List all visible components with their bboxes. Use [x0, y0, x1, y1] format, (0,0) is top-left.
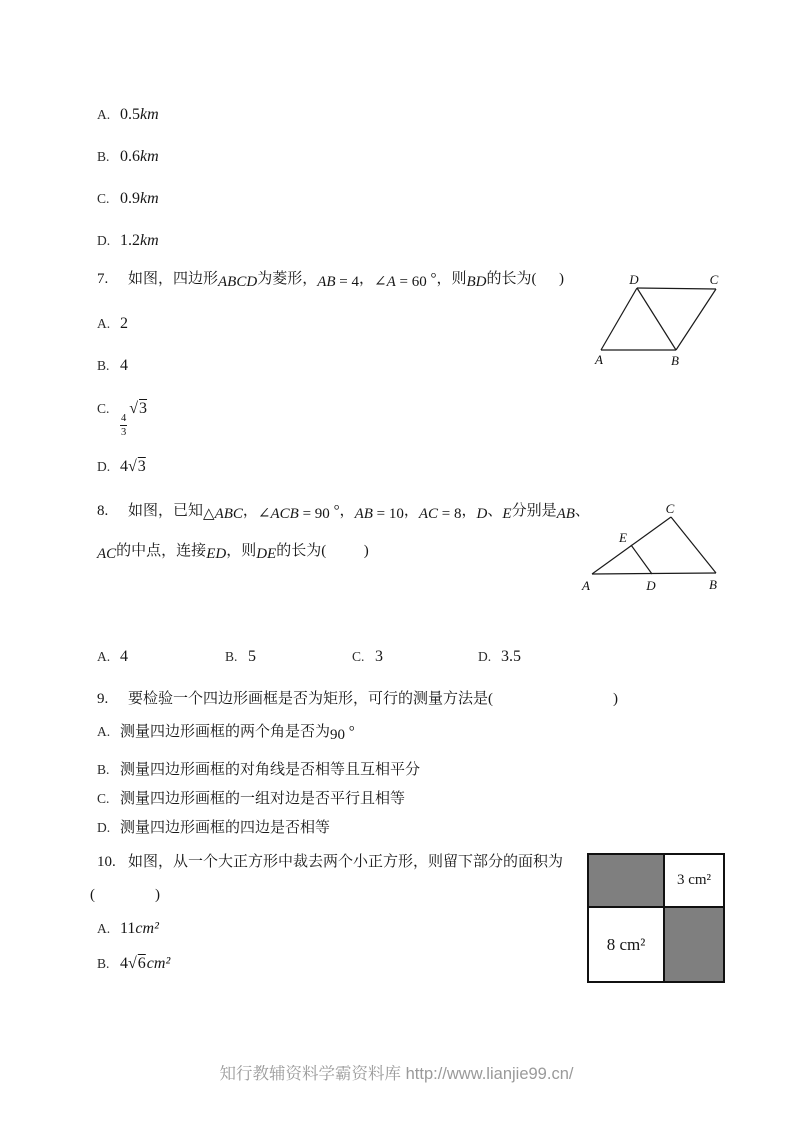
option-letter: D. [97, 459, 111, 474]
q8-stem-line2: AC的中点，连接ED，则DE的长为( ) [97, 543, 369, 562]
q7-option-c-row [97, 398, 148, 439]
q8-option-d-row [478, 646, 521, 668]
vertex-label-a: A [595, 352, 603, 367]
q10-stem-line2: ( ) [90, 887, 160, 903]
option-value: 4 [120, 648, 128, 665]
option-letter: A. [97, 316, 111, 331]
option-letter: D. [97, 820, 111, 835]
q7-stem: 7. 如图，四边形ABCD为菱形，AB = 4，∠A = 60 °，则BD的长为( ) [97, 271, 564, 290]
option-value: 3.5 [501, 648, 521, 665]
q9-option-a-row [97, 721, 355, 743]
vertex-label-b: B [671, 353, 679, 368]
option-letter: C. [352, 649, 365, 664]
option-value: 4 [120, 357, 128, 374]
q10-stem-line1: 10. 如图，从一个大正方形中裁去两个小正方形，则留下部分的面积为 [97, 854, 564, 870]
option-letter: A. [97, 649, 111, 664]
vertex-label-b: B [709, 577, 717, 592]
q7-option-b-row [97, 355, 128, 377]
triangle-figure [580, 501, 730, 596]
option-letter: B. [97, 149, 110, 164]
footer-text: 知行教辅资料学霸资料库 http://www.lianjie99.cn/ [219, 1065, 574, 1083]
q6-option-a-row [97, 104, 159, 126]
option-value: 测量四边形画框的对角线是否相等且互相平分 [120, 762, 421, 778]
vertex-label-e: E [619, 530, 627, 545]
option-value: 5 [248, 648, 256, 665]
square-cell-gray-top-left [589, 855, 665, 908]
option-letter: B. [97, 956, 110, 971]
option-letter: B. [97, 762, 110, 777]
option-value: 0.5km [120, 106, 159, 123]
option-value: 1.2km [120, 232, 159, 249]
square-cell-gray-bottom-right [665, 908, 723, 981]
option-letter: A. [97, 921, 111, 936]
option-value: 11cm² [120, 920, 159, 937]
rhombus-figure [593, 270, 733, 368]
option-letter: B. [225, 649, 238, 664]
q6-option-d-row [97, 230, 159, 252]
option-value: $\frac{4}{3}$ √3 [121, 400, 148, 439]
q8-option-a-row [97, 646, 128, 668]
q7-option-a-row [97, 313, 128, 335]
option-value: 测量四边形画框的四边是否相等 [120, 820, 331, 836]
q7-option-d-row [97, 456, 147, 478]
q8-stem-line1: 8. 如图，已知△ABC，∠ACB = 90 °，AB = 10，AC = 8，D、E分别是AB、 [97, 503, 590, 522]
footer-watermark [0, 1060, 793, 1084]
vertex-label-d: D [629, 272, 639, 287]
q8-option-b-row [225, 646, 256, 668]
option-value: 4√3 [120, 458, 146, 475]
option-value: 测量四边形画框的一组对边是否平行且相等 [120, 791, 406, 807]
area-label-3cm2: 3 cm² [676, 872, 712, 888]
q8-option-c-row [352, 646, 383, 668]
vertex-label-d: D [646, 578, 656, 593]
option-value: 0.9km [120, 190, 159, 207]
option-letter: A. [97, 724, 111, 739]
q9-option-c-row [97, 788, 405, 810]
option-letter: D. [97, 233, 111, 248]
q9-stem: 9. 要检验一个四边形画框是否为矩形，可行的测量方法是( ) [97, 691, 618, 707]
area-label-8cm2: 8 cm² [606, 934, 646, 954]
option-letter: C. [97, 401, 110, 416]
square-cell-3cm2 [665, 855, 723, 908]
vertex-label-a: A [582, 578, 590, 593]
option-letter: B. [97, 358, 110, 373]
vertex-label-c: C [665, 501, 675, 516]
option-letter: C. [97, 791, 110, 806]
option-letter: A. [97, 107, 111, 122]
option-value: 4√6cm² [120, 955, 171, 972]
vertex-label-c: C [709, 272, 719, 287]
q9-option-d-row [97, 817, 330, 839]
square-figure [587, 853, 725, 983]
option-value: 3 [375, 648, 383, 665]
q9-option-b-row [97, 759, 420, 781]
option-value: 0.6km [120, 148, 159, 165]
q6-option-b-row [97, 146, 159, 168]
q6-option-c-row [97, 188, 159, 210]
square-cell-8cm2 [589, 908, 665, 981]
option-letter: C. [97, 191, 110, 206]
option-value: 测量四边形画框的两个角是否为90 ° [120, 724, 355, 743]
option-value: 2 [120, 315, 128, 332]
q10-option-a-row [97, 918, 159, 940]
q10-option-b-row [97, 953, 170, 975]
option-letter: D. [478, 649, 492, 664]
